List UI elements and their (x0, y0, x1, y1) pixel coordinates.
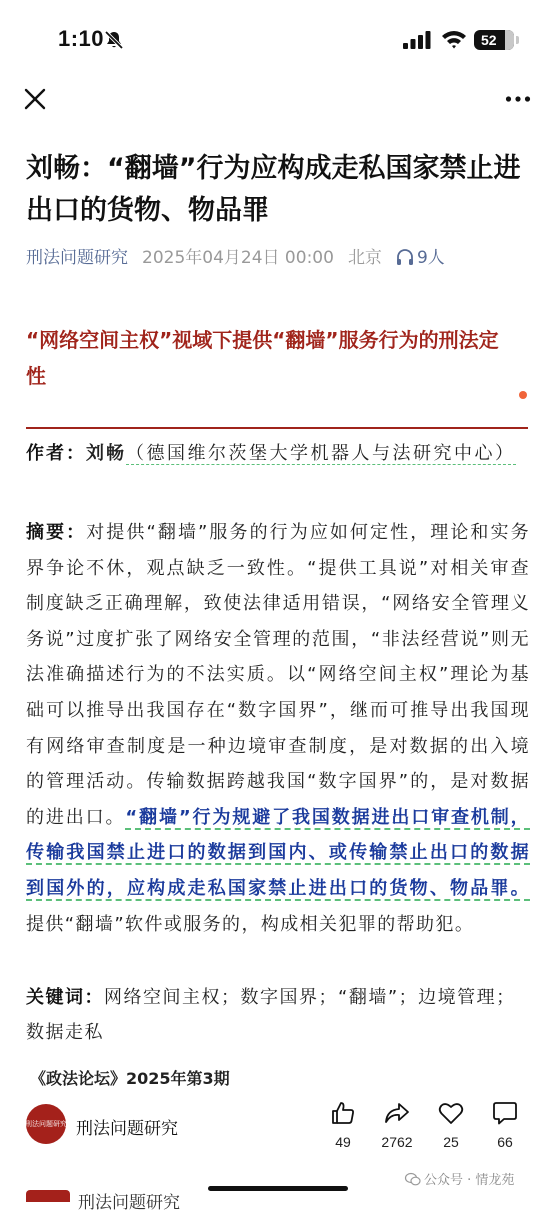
favorite-count: 25 (443, 1134, 459, 1150)
share-arrow-icon (384, 1100, 410, 1126)
home-indicator[interactable] (208, 1186, 348, 1191)
abstract-text-2: 提供“翻墙”软件或服务的，构成相关犯罪的帮助犯。 (26, 913, 475, 935)
abstract-highlight: “翻墙”行为规避了我国数据进出口审查机制，传输我国禁止进口的数据到国内、或传输禁止出口的数据到国外的，应构成走私国家禁止进出口的货物、物品罪。 (26, 806, 530, 899)
favorite-button[interactable] (431, 1100, 471, 1150)
section-title: “网络空间主权”视域下提供“翻墙”服务行为的刑法定性 (26, 328, 499, 388)
keywords-text: 网络空间主权；数字国界；“翻墙”；边境管理；数据走私 (26, 987, 516, 1043)
publish-date: 2025年04月24日 00:00 (142, 248, 334, 268)
share-count: 2762 (381, 1134, 413, 1150)
like-button[interactable] (323, 1100, 363, 1150)
account-link[interactable]: 刑法问题研究 (26, 248, 128, 268)
wifi-icon (441, 29, 467, 49)
section-divider (26, 427, 528, 429)
abstract-paragraph (26, 515, 530, 942)
avatar-label: 刑法问题研究 (25, 1120, 67, 1128)
battery-tip (516, 36, 519, 44)
avatar[interactable] (26, 1104, 66, 1144)
cellular-signal-icon (403, 31, 431, 49)
abstract-label: 摘要： (26, 522, 87, 543)
article-title: 刘畅：“翻墙”行为应构成走私国家禁止进出口的货物、物品罪 (26, 153, 521, 226)
heart-icon (438, 1100, 464, 1126)
battery-level: 52 (481, 32, 497, 48)
battery-empty-segment (505, 30, 514, 50)
abstract-text-1: 对提供“翻墙”服务的行为应如何定性，理论和实务界争论不休，观点缺乏一致性。“提供工具说”对相关审查制度缺乏正确理解，致使法律适用错误，“网络安全管理义务说”过度扩张了网络安全管理的范围，“非法经营说”则无法准确描述行为的不法实质。以“网络空间主权”理论为基础可以推导出我国存在“数字国界”，继而可推导出我国现有网络审查制度是一种边境审查制度，是对数据的出入境的管理活动。传输数据跨越我国“数字国界”的，是对数据的进出口。 (26, 522, 530, 828)
listener-count: 9人 (416, 248, 445, 268)
next-avatar-peek (26, 1190, 70, 1202)
comment-button[interactable] (485, 1100, 525, 1150)
headphones-icon (396, 249, 414, 265)
like-count: 49 (335, 1134, 351, 1150)
keywords-line (26, 980, 530, 1050)
thumbs-up-icon (330, 1100, 356, 1126)
bottom-account-name[interactable]: 刑法问题研究 (76, 1119, 178, 1139)
article-meta (26, 243, 445, 268)
status-bar (0, 0, 553, 80)
listen-button[interactable] (396, 248, 445, 268)
comment-count: 66 (497, 1134, 513, 1150)
author-affiliation: （德国维尔茨堡大学机器人与法研究中心） (126, 443, 516, 464)
watermark-text: 公众号 · 情龙苑 (424, 1173, 515, 1188)
more-icon[interactable] (505, 95, 531, 103)
red-dot-decoration (519, 391, 527, 399)
author-name: 刘畅 (86, 443, 126, 464)
close-icon[interactable] (22, 86, 48, 112)
journal-source: 《政法论坛》2025年第3期 (30, 1069, 230, 1088)
battery-indicator (474, 30, 514, 50)
comment-bubble-icon (492, 1100, 518, 1126)
next-account-peek: 刑法问题研究 (78, 1193, 180, 1213)
publish-location: 北京 (347, 248, 382, 268)
bell-muted-icon (104, 30, 124, 50)
watermark (405, 1169, 514, 1188)
share-button[interactable] (377, 1100, 417, 1150)
wechat-icon (405, 1172, 421, 1186)
author-line (26, 437, 530, 471)
author-label: 作者： (26, 443, 86, 464)
keywords-label: 关键词： (26, 987, 104, 1008)
status-time: 1:10 (58, 26, 105, 51)
